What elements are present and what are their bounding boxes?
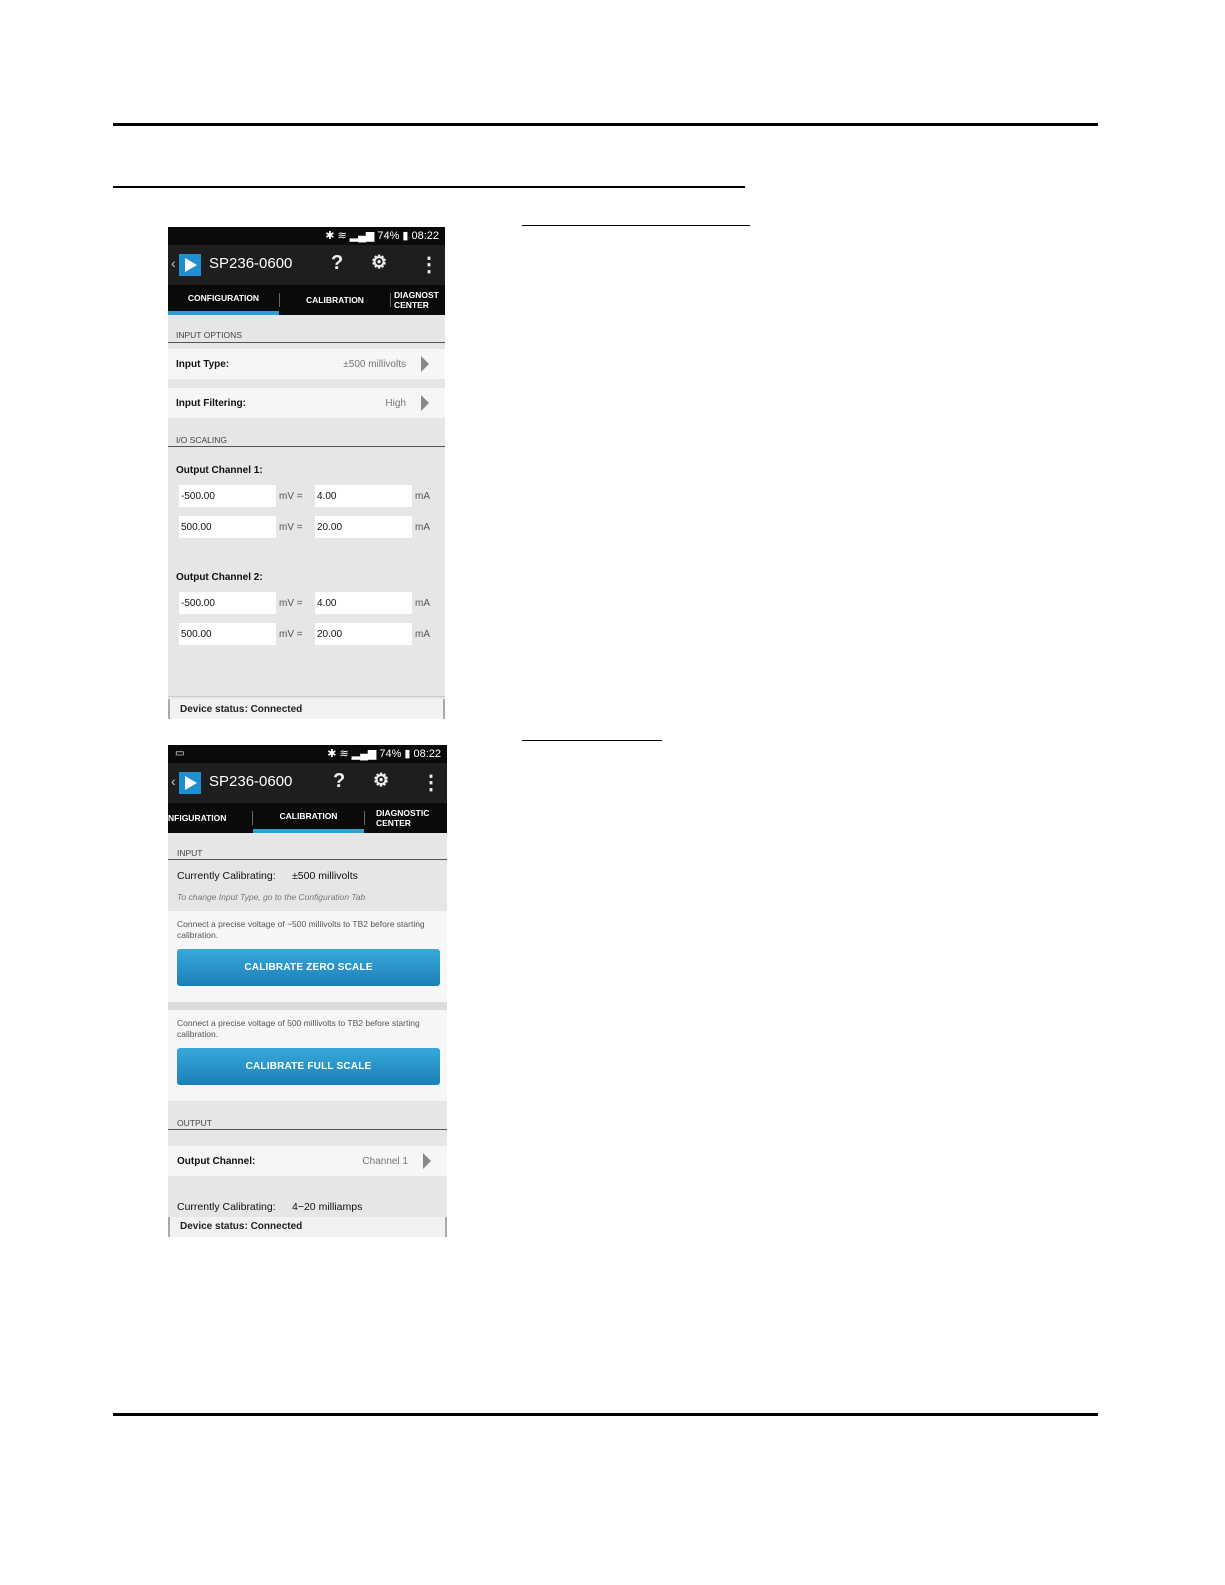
- device-title: SP236-0600: [209, 773, 293, 790]
- wifi-icon: ≋: [339, 748, 349, 760]
- channel2-low-ma-input[interactable]: [315, 592, 412, 614]
- output-currently-calibrating-value: 4−20 milliamps: [292, 1201, 363, 1213]
- bluetooth-icon: ✱: [327, 748, 337, 760]
- channel2-high-ma-input[interactable]: [315, 623, 412, 645]
- device-status-bar: [168, 1217, 447, 1237]
- status-bar: [168, 745, 447, 763]
- clock: 08:22: [413, 747, 441, 760]
- more-vert-icon[interactable]: ⋮: [419, 254, 439, 276]
- battery-level: 74%: [377, 229, 400, 242]
- output-channel-value: Channel 1: [362, 1156, 408, 1167]
- input-section-label: INPUT: [177, 848, 203, 858]
- message-icon: ▭: [175, 748, 185, 759]
- input-filtering-row[interactable]: [168, 388, 445, 418]
- more-vert-icon[interactable]: ⋮: [421, 772, 441, 794]
- channel1-low-ma-input[interactable]: [315, 485, 412, 507]
- app-logo-icon: [179, 254, 201, 276]
- device-status: Device status: Connected: [180, 1221, 303, 1232]
- input-filtering-label: Input Filtering:: [176, 398, 246, 409]
- input-type-row[interactable]: [168, 349, 445, 379]
- input-options-label: INPUT OPTIONS: [176, 330, 242, 340]
- tab-bar: [168, 285, 445, 315]
- tab-bar: [168, 803, 447, 833]
- chevron-right-icon: [421, 356, 429, 372]
- currently-calibrating-label: Currently Calibrating:: [177, 870, 276, 882]
- app-bar: [168, 245, 445, 285]
- tab-calibration[interactable]: CALIBRATION: [306, 295, 364, 305]
- calibrate-zero-scale-button[interactable]: CALIBRATE ZERO SCALE: [177, 949, 440, 986]
- bluetooth-icon: ✱: [325, 230, 335, 242]
- currently-calibrating-value: ±500 millivolts: [292, 870, 358, 882]
- mv-unit: mV =: [279, 629, 303, 640]
- tab-configuration[interactable]: CONFIGURATION: [168, 285, 279, 315]
- mv-unit: mV =: [279, 491, 303, 502]
- back-icon[interactable]: ‹: [171, 255, 176, 271]
- full-scale-panel: [168, 1010, 447, 1101]
- tab-diagnostic-center[interactable]: DIAGNOST CENTER: [394, 290, 439, 310]
- device-status-bar: [168, 699, 445, 719]
- io-scaling-label: I/O SCALING: [176, 435, 228, 445]
- help-icon[interactable]: ?: [333, 770, 346, 792]
- tab-configuration[interactable]: NFIGURATION: [168, 813, 227, 823]
- channel1-low-mv-input[interactable]: [179, 485, 276, 507]
- output-channel-1-label: Output Channel 1:: [176, 465, 263, 476]
- device-status: Device status: Connected: [180, 704, 303, 715]
- configuration-screenshot: [168, 227, 445, 719]
- back-icon[interactable]: ‹: [171, 773, 176, 789]
- section-rule: [113, 186, 745, 188]
- ma-unit: mA: [415, 522, 430, 533]
- wifi-icon: ≋: [337, 230, 347, 242]
- header-rule: [113, 123, 1098, 126]
- calibration-screenshot: [168, 745, 447, 1237]
- footer-rule: [113, 1413, 1098, 1416]
- input-filtering-value: High: [385, 398, 406, 409]
- output-section-label: OUTPUT: [177, 1118, 212, 1128]
- chevron-right-icon: [423, 1153, 431, 1169]
- status-bar: [168, 227, 445, 245]
- channel1-high-ma-input[interactable]: [315, 516, 412, 538]
- calibrate-full-scale-button[interactable]: CALIBRATE FULL SCALE: [177, 1048, 440, 1085]
- channel2-low-mv-input[interactable]: [179, 592, 276, 614]
- battery-icon: ▮: [402, 230, 409, 242]
- chevron-right-icon: [421, 395, 429, 411]
- input-type-hint: To change Input Type, go to the Configuration Tab: [177, 892, 366, 902]
- gear-icon[interactable]: ⚙: [371, 252, 388, 272]
- clock: 08:22: [411, 229, 439, 242]
- output-channel-row[interactable]: [168, 1146, 447, 1176]
- input-type-label: Input Type:: [176, 359, 230, 370]
- mv-unit: mV =: [279, 598, 303, 609]
- channel2-high-mv-input[interactable]: [179, 623, 276, 645]
- tab-calibration[interactable]: CALIBRATION: [253, 803, 364, 833]
- ma-unit: mA: [415, 598, 430, 609]
- mv-unit: mV =: [279, 522, 303, 533]
- app-logo-icon: [179, 772, 201, 794]
- signal-icon: ▂▄▆: [351, 748, 377, 760]
- ma-unit: mA: [415, 491, 430, 502]
- output-channel-label: Output Channel:: [177, 1156, 256, 1167]
- signal-icon: ▂▄▆: [349, 230, 375, 242]
- subheading-rule-1: [522, 225, 750, 226]
- app-bar: [168, 763, 447, 803]
- full-instruction: Connect a precise voltage of 500 millivolts to TB2 before starting calibration.: [177, 1018, 420, 1039]
- subheading-rule-2: [522, 740, 662, 741]
- channel1-high-mv-input[interactable]: [179, 516, 276, 538]
- gear-icon[interactable]: ⚙: [373, 770, 390, 790]
- zero-instruction: Connect a precise voltage of −500 millivolts to TB2 before starting calibration.: [177, 919, 425, 940]
- battery-icon: ▮: [404, 748, 411, 760]
- output-currently-calibrating-label: Currently Calibrating:: [177, 1201, 276, 1213]
- help-icon[interactable]: ?: [331, 252, 344, 274]
- ma-unit: mA: [415, 629, 430, 640]
- battery-level: 74%: [379, 747, 402, 760]
- tab-diagnostic-center[interactable]: DIAGNOSTIC CENTER: [376, 808, 430, 828]
- device-title: SP236-0600: [209, 255, 293, 272]
- zero-scale-panel: [168, 911, 447, 1002]
- output-channel-2-label: Output Channel 2:: [176, 572, 263, 583]
- input-type-value: ±500 millivolts: [343, 359, 406, 370]
